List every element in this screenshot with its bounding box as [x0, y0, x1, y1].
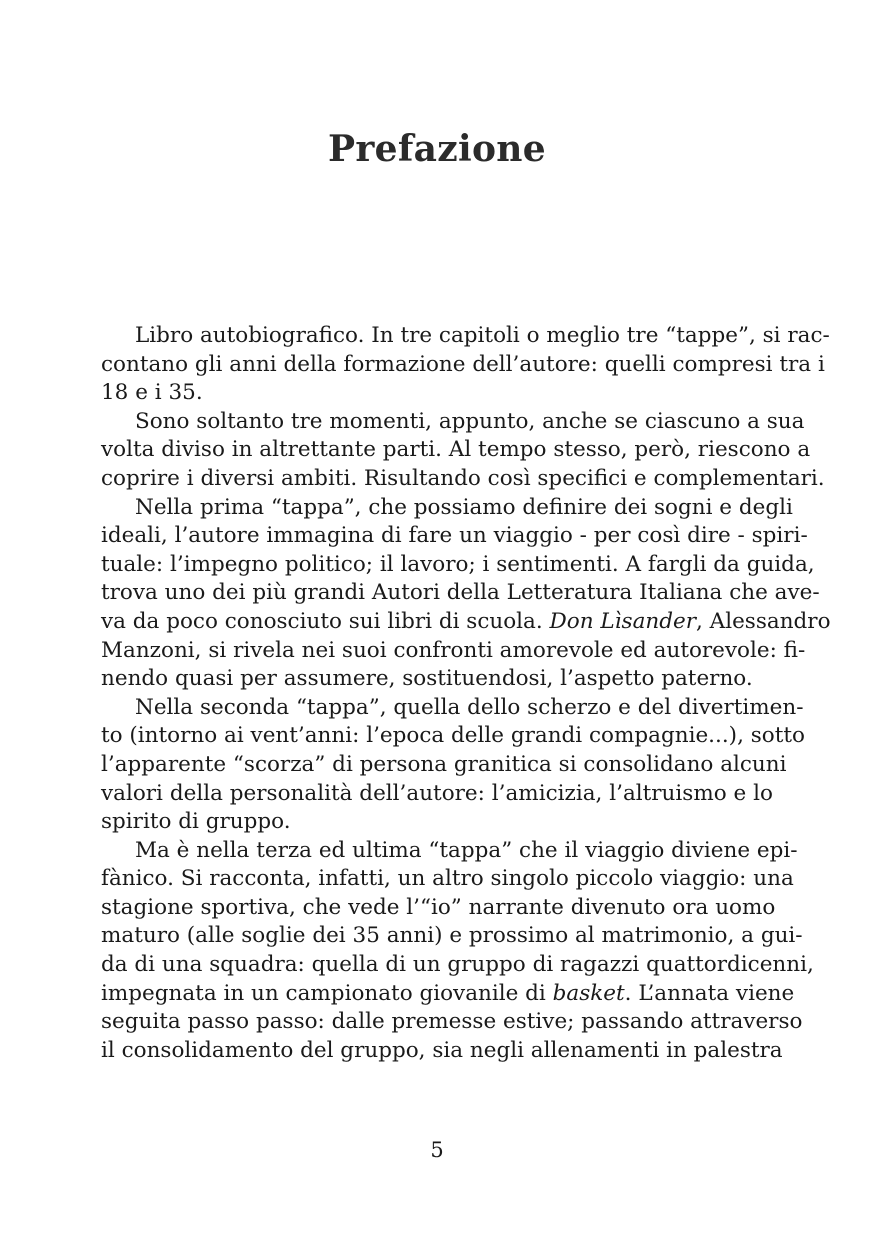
- text-line: [101, 436, 811, 465]
- text-line: [101, 951, 814, 980]
- text-line-content: l’apparente “scorza” di persona granitica si consolidano alcuni: [101, 751, 787, 777]
- text-line: [101, 494, 793, 523]
- text-line: [101, 322, 830, 351]
- text-line-continuation: . L’annata viene: [624, 980, 795, 1006]
- text-line-content: tuale: l’impegno politico; il lavoro; i sentimenti. A fargli da guida,: [101, 551, 815, 577]
- text-line-content: nendo quasi per assumere, sostituendosi, l’aspetto paterno.: [101, 666, 753, 692]
- text-line: [101, 865, 794, 894]
- text-line-content: va da poco conosciuto sui libri di scuola.: [101, 608, 550, 634]
- text-line-content: Manzoni, si rivela nei suoi confronti amorevole ed autorevole: fi-: [101, 637, 806, 663]
- text-line: [101, 579, 820, 608]
- text-line: [101, 837, 798, 866]
- text-line-content: seguita passo passo: dalle premesse estive; passando attraverso: [101, 1009, 803, 1035]
- text-line-content: maturo (alle soglie dei 35 anni) e prossimo al matrimonio, a gui-: [101, 923, 803, 949]
- text-line-continuation: , Alessandro: [696, 608, 831, 634]
- text-line: [101, 379, 773, 408]
- italic-title: basket: [552, 980, 625, 1006]
- text-line-content: trova uno dei più grandi Autori della Letteratura Italiana che ave-: [101, 580, 820, 606]
- text-line: [101, 608, 831, 637]
- text-line: [101, 522, 808, 551]
- text-line: [101, 751, 787, 780]
- text-line: [101, 465, 825, 494]
- text-line: [101, 922, 803, 951]
- page-title: Prefazione: [328, 128, 546, 170]
- italic-title: Don Lìsander: [549, 608, 697, 634]
- text-line: [101, 665, 773, 694]
- text-line: [101, 808, 773, 837]
- text-line-content: volta diviso in altrettante parti. Al tempo stesso, però, riescono a: [101, 437, 811, 463]
- text-line-content: Ma è nella terza ed ultima “tappa” che il viaggio diviene epi-: [135, 837, 798, 863]
- text-line-content: impegnata in un campionato giovanile di: [101, 980, 553, 1006]
- text-line: [101, 894, 776, 923]
- text-line-content: stagione sportiva, che vede l’“io” narrante divenuto ora uomo: [101, 894, 776, 920]
- text-line: [101, 637, 806, 666]
- text-line: [101, 551, 815, 580]
- text-line: [101, 980, 795, 1009]
- text-line: [101, 722, 805, 751]
- text-line: [101, 1008, 803, 1037]
- text-line-content: Nella prima “tappa”, che possiamo definire dei sogni e degli: [135, 494, 793, 520]
- text-line-content: valori della personalità dell’autore: l’amicizia, l’altruismo e lo: [101, 780, 773, 806]
- text-line-content: to (intorno ai vent’anni: l’epoca delle grandi compagnie...), sotto: [101, 723, 805, 749]
- text-line-content: spirito di gruppo.: [101, 809, 291, 835]
- page-number: 5: [430, 1138, 444, 1162]
- text-line-content: 18 e i 35.: [101, 380, 203, 406]
- text-line: [101, 408, 805, 437]
- text-line-content: coprire i diversi ambiti. Risultando così specifici e complementari.: [101, 465, 825, 491]
- body-text: [101, 322, 831, 1065]
- text-line-content: da di una squadra: quella di un gruppo di ragazzi quattordicenni,: [101, 952, 814, 978]
- text-line-content: contano gli anni della formazione dell’autore: quelli compresi tra i: [101, 351, 825, 377]
- text-line: [101, 780, 773, 809]
- text-line-content: Nella seconda “tappa”, quella dello scherzo e del divertimen-: [135, 694, 804, 720]
- text-line: [101, 1037, 783, 1066]
- text-line-content: il consolidamento del gruppo, sia negli allenamenti in palestra: [101, 1037, 783, 1063]
- text-line-content: Sono soltanto tre momenti, appunto, anche se ciascuno a sua: [135, 408, 805, 434]
- text-line: [101, 351, 825, 380]
- text-line-content: fànico. Si racconta, infatti, un altro singolo piccolo viaggio: una: [101, 866, 794, 892]
- text-line-content: ideali, l’autore immagina di fare un viaggio - per così dire - spiri-: [101, 523, 808, 549]
- text-line-content: Libro autobiografico. In tre capitoli o meglio tre “tappe”, si rac-: [135, 323, 830, 348]
- text-line: [101, 694, 804, 723]
